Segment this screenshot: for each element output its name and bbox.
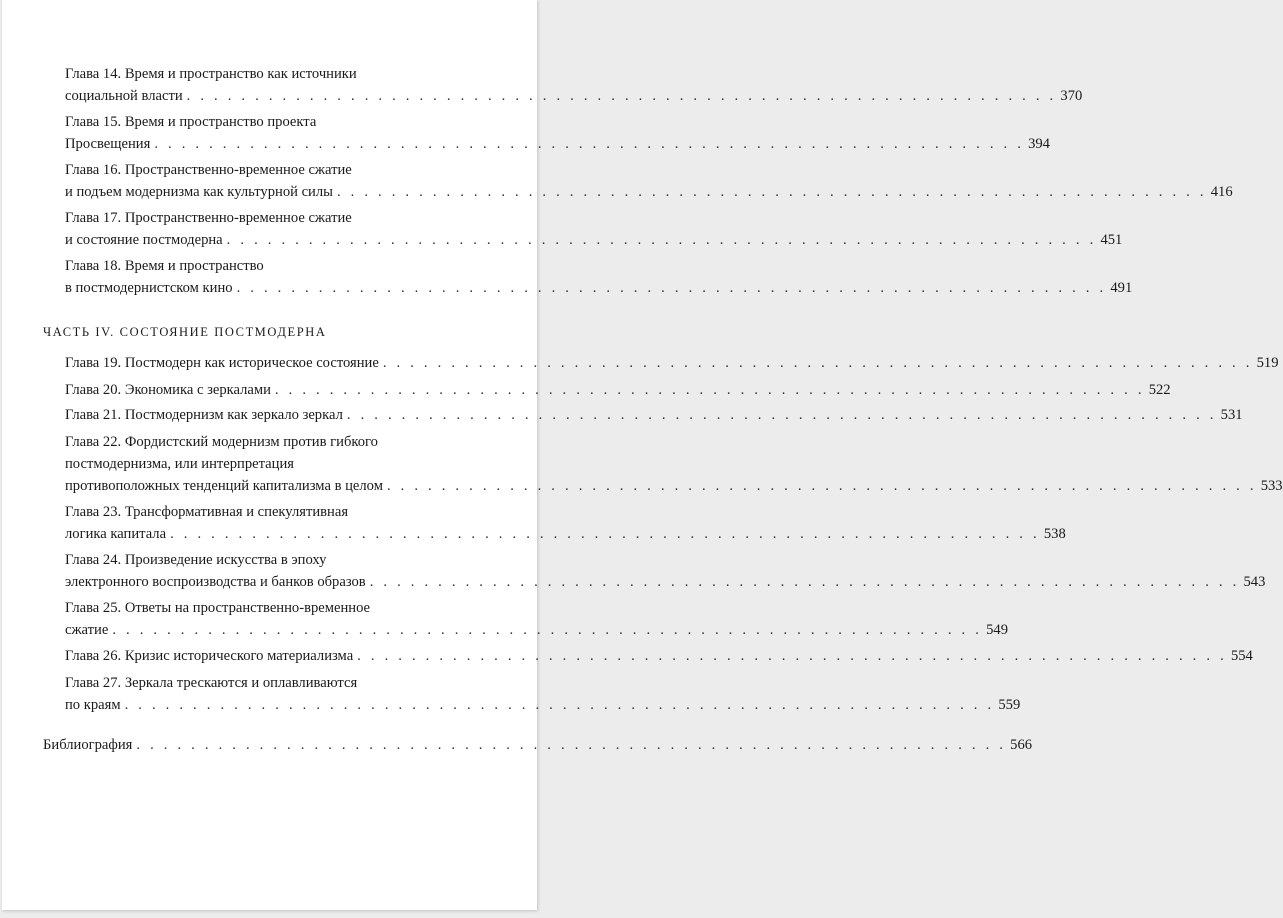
toc-entry: [65, 159, 1233, 203]
entry-last-line: [65, 181, 1233, 203]
entry-last-line: [65, 694, 1021, 716]
dot-leader: . . . . . . . . . . . . . . . . . . . . . . . . . . . . . . . . . . . . . . . . . . . . . . . . . . . . . . . . . . . . . . . .: [154, 136, 1025, 152]
entry-title-line: Глава 15. Время и пространство проекта: [65, 114, 317, 130]
entry-title-line: противоположных тенденций капитализма в целом: [65, 478, 383, 494]
bibliography-entry: [43, 734, 1033, 756]
entry-title-line: Глава 26. Кризис исторического материализма: [65, 648, 354, 664]
entry-title-line: Глава 19. Постмодерн как историческое состояние: [65, 355, 379, 371]
dot-leader: . . . . . . . . . . . . . . . . . . . . . . . . . . . . . . . . . . . . . . . . . . . . . . . . . . . . . . . . . . . . . . . .: [170, 526, 1040, 542]
entry-last-line: [65, 277, 1133, 299]
entry-last-line: [65, 619, 1008, 641]
entry-title-line: логика капитала: [65, 526, 167, 542]
toc-entry: [65, 672, 1021, 716]
entry-title-line: по краям: [65, 697, 121, 713]
entry-last-line: [65, 523, 1066, 545]
entry-title-line: постмодернизма, или интерпретация: [65, 456, 294, 472]
page-number: 416: [1210, 184, 1233, 200]
entry-title-line: Глава 23. Трансформативная и спекулятивная: [65, 504, 349, 520]
toc-entry: [65, 63, 1083, 107]
dot-leader: . . . . . . . . . . . . . . . . . . . . . . . . . . . . . . . . . . . . . . . . . . . . . . . . . . . . . . . . . . . . . . . .: [274, 382, 1145, 398]
dot-leader: . . . . . . . . . . . . . . . . . . . . . . . . . . . . . . . . . . . . . . . . . . . . . . . . . . . . . . . . . . . . . . . .: [357, 648, 1227, 664]
dot-leader: . . . . . . . . . . . . . . . . . . . . . . . . . . . . . . . . . . . . . . . . . . . . . . . . . . . . . . . . . . . . . . . .: [369, 574, 1240, 590]
entry-last-line: [65, 229, 1123, 251]
toc-entry: [65, 111, 1050, 155]
toc-entry: [65, 404, 1243, 426]
dot-leader: . . . . . . . . . . . . . . . . . . . . . . . . . . . . . . . . . . . . . . . . . . . . . . . . . . . . . . . . . . . . . . . .: [186, 88, 1057, 104]
page-number: 519: [1256, 355, 1279, 371]
entry-title-line: Глава 24. Произведение искусства в эпоху: [65, 552, 327, 568]
entry-last-line: [65, 404, 1243, 426]
dot-leader: . . . . . . . . . . . . . . . . . . . . . . . . . . . . . . . . . . . . . . . . . . . . . . . . . . . . . . . . . . . . . . . .: [386, 478, 1257, 494]
toc-entry: [65, 431, 1283, 497]
page-number: 394: [1028, 136, 1050, 152]
dot-leader: . . . . . . . . . . . . . . . . . . . . . . . . . . . . . . . . . . . . . . . . . . . . . . . . . . . . . . . . . . . . . . . .: [336, 184, 1207, 200]
entry-last-line: [65, 379, 1171, 401]
toc-entry: [65, 501, 1066, 545]
entry-title-line: Глава 16. Пространственно-временное сжатие: [65, 162, 352, 178]
entry-last-line: [65, 571, 1266, 593]
entry-last-line: [65, 475, 1283, 497]
entry-title-line: Глава 25. Ответы на пространственно-временное: [65, 600, 371, 616]
entry-title-line: Глава 20. Экономика с зеркалами: [65, 382, 271, 398]
entry-last-line: [65, 645, 1253, 667]
dot-leader: . . . . . . . . . . . . . . . . . . . . . . . . . . . . . . . . . . . . . . . . . . . . . . . . . . . . . . . . . . . . . . . .: [236, 280, 1107, 296]
toc-entry: [65, 379, 1171, 401]
dot-leader: . . . . . . . . . . . . . . . . . . . . . . . . . . . . . . . . . . . . . . . . . . . . . . . . . . . . . . . . . . . . . . . .: [112, 622, 983, 638]
dot-leader: . . . . . . . . . . . . . . . . . . . . . . . . . . . . . . . . . . . . . . . . . . . . . . . . . . . . . . . . . . . . . . . .: [136, 737, 1007, 753]
entry-title-line: в постмодернистском кино: [65, 280, 233, 296]
page-number: 491: [1110, 280, 1133, 296]
page-number: 559: [998, 697, 1021, 713]
dot-leader: . . . . . . . . . . . . . . . . . . . . . . . . . . . . . . . . . . . . . . . . . . . . . . . . . . . . . . . . . . . . . . . .: [124, 697, 995, 713]
page-number: 566: [1010, 737, 1033, 753]
entry-title-line: Глава 14. Время и пространство как источники: [65, 66, 357, 82]
toc-entry: [65, 255, 1133, 299]
page-number: 543: [1243, 574, 1266, 590]
entry-title-line: Глава 21. Постмодернизм как зеркало зеркал: [65, 407, 343, 423]
part-heading: ЧАСТЬ IV. СОСТОЯНИЕ ПОСТМОДЕРНА: [43, 325, 327, 339]
page-number: 533: [1260, 478, 1283, 494]
entry-last-line: [65, 352, 1279, 374]
page-number: 522: [1148, 382, 1171, 398]
entry-title-line: Глава 18. Время и пространство: [65, 258, 264, 274]
toc-entry: [65, 645, 1253, 667]
dot-leader: . . . . . . . . . . . . . . . . . . . . . . . . . . . . . . . . . . . . . . . . . . . . . . . . . . . . . . . . . . . . . . . .: [382, 355, 1253, 371]
entry-title-line: и подъем модернизма как культурной силы: [65, 184, 333, 200]
toc-entry: [65, 352, 1279, 374]
entry-last-line: [65, 85, 1083, 107]
page-number: 531: [1220, 407, 1243, 423]
dot-leader: . . . . . . . . . . . . . . . . . . . . . . . . . . . . . . . . . . . . . . . . . . . . . . . . . . . . . . . . . . . . . . . .: [346, 407, 1217, 423]
entry-title-line: Глава 22. Фордистский модернизм против гибкого: [65, 434, 378, 450]
page-number: 451: [1100, 232, 1123, 248]
entry-title-line: Просвещения: [65, 136, 151, 152]
entry-title-line: Библиография: [43, 737, 133, 753]
entry-title-line: сжатие: [65, 622, 109, 638]
entry-last-line: [43, 734, 1033, 756]
entry-title-line: Глава 17. Пространственно-временное сжатие: [65, 210, 352, 226]
page-number: 549: [986, 622, 1008, 638]
page-number: 370: [1060, 88, 1083, 104]
page-number: 554: [1230, 648, 1253, 664]
entry-title-line: социальной власти: [65, 88, 183, 104]
entry-title-line: Глава 27. Зеркала трескаются и оплавливаются: [65, 675, 358, 691]
toc-entry: [65, 207, 1123, 251]
toc-entry: [65, 549, 1266, 593]
entry-title-line: электронного воспроизводства и банков образов: [65, 574, 366, 590]
entry-title-line: и состояние постмодерна: [65, 232, 223, 248]
page-number: 538: [1043, 526, 1066, 542]
toc-entry: [65, 597, 1008, 641]
book-page: [2, 0, 1283, 910]
dot-leader: . . . . . . . . . . . . . . . . . . . . . . . . . . . . . . . . . . . . . . . . . . . . . . . . . . . . . . . . . . . . . . . .: [226, 232, 1097, 248]
entry-last-line: [65, 133, 1050, 155]
